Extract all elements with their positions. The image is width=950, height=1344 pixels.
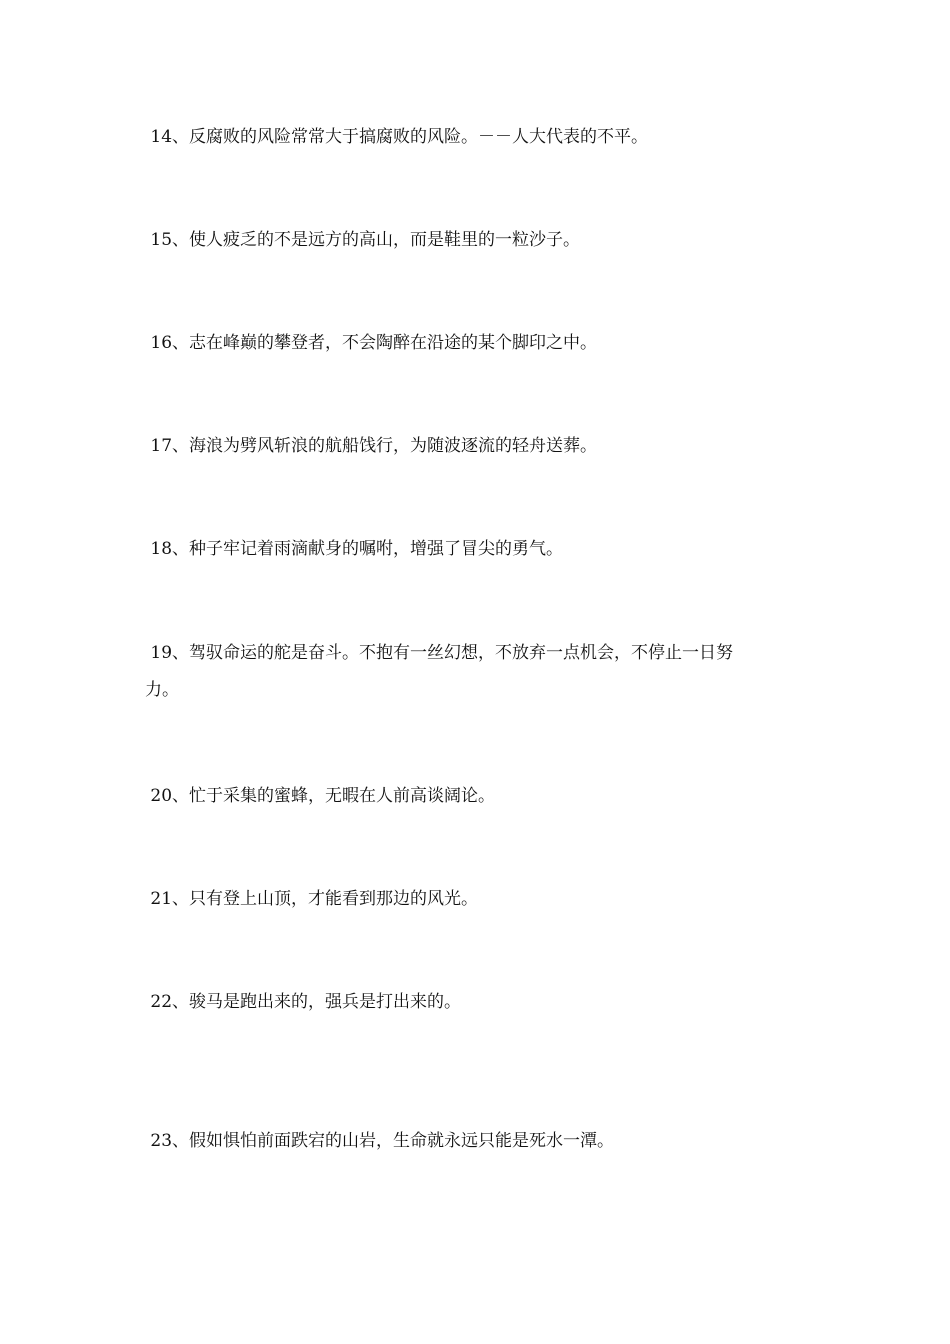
item-text: 驾驭命运的舵是奋斗。不抱有一丝幻想，不放弃一点机会，不停止一日努 [189,643,734,663]
item-text: 假如惧怕前面跌宕的山岩，生命就永远只能是死水一潭。 [189,1131,615,1151]
item-text: 只有登上山顶，才能看到那边的风光。 [189,889,479,909]
list-item [145,638,825,668]
list-item [145,431,825,461]
item-text: 反腐败的风险常常大于搞腐败的风险。－－人大代表的不平。 [189,127,649,147]
list-item [145,884,825,914]
list-item [145,781,825,811]
item-text: 使人疲乏的不是远方的高山，而是鞋里的一粒沙子。 [189,230,581,250]
item-text: 忙于采集的蜜蜂，无暇在人前高谈阔论。 [189,786,496,806]
list-item [145,1126,825,1156]
item-number: 22、 [150,992,190,1012]
item-number: 18、 [150,539,190,559]
item-text: 志在峰巅的攀登者，不会陶醉在沿途的某个脚印之中。 [189,333,598,353]
item-number: 16、 [150,333,190,353]
list-item [145,534,825,564]
item-number: 15、 [150,230,190,250]
item-text: 骏马是跑出来的，强兵是打出来的。 [189,992,462,1012]
item-number: 21、 [150,889,190,909]
item-text: 种子牢记着雨滴献身的嘱咐，增强了冒尖的勇气。 [189,539,564,559]
list-item [145,987,825,1017]
list-item [145,122,825,152]
item-text-continuation: 力。 [145,680,179,700]
item-number: 14、 [150,127,190,147]
item-text: 海浪为劈风斩浪的航船饯行，为随波逐流的轻舟送葬。 [189,436,598,456]
item-number: 19、 [150,643,190,663]
item-number: 17、 [150,436,190,456]
list-item [145,225,825,255]
item-number: 20、 [150,786,190,806]
list-item-continuation [145,675,825,705]
item-number: 23、 [150,1131,190,1151]
list-item [145,328,825,358]
